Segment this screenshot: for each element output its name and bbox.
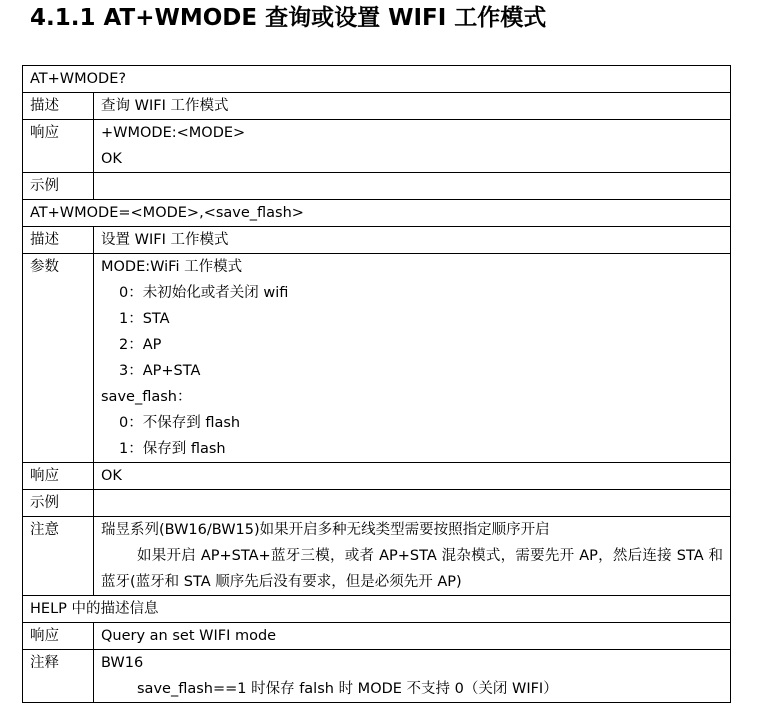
query-description: 查询 WIFI 工作模式 bbox=[94, 93, 731, 120]
section-heading: 4.1.1 AT+WMODE 查询或设置 WIFI 工作模式 bbox=[30, 5, 547, 31]
table-row bbox=[23, 490, 731, 517]
row-label: 示例 bbox=[23, 490, 94, 517]
comment-line: BW16 bbox=[101, 655, 144, 671]
table-row bbox=[23, 254, 731, 463]
response-line: +WMODE:<MODE> bbox=[101, 125, 246, 141]
response-line: OK bbox=[101, 151, 122, 167]
table-row bbox=[23, 120, 731, 173]
set-description: 设置 WIFI 工作模式 bbox=[94, 227, 731, 254]
table-row bbox=[23, 93, 731, 120]
row-label: 描述 bbox=[23, 93, 94, 120]
row-label: 参数 bbox=[23, 254, 94, 463]
set-example bbox=[94, 490, 731, 517]
table-row bbox=[23, 173, 731, 200]
query-command: AT+WMODE? bbox=[23, 66, 731, 93]
table-row bbox=[23, 66, 731, 93]
set-note bbox=[94, 517, 731, 596]
mode-option: 0：未初始化或者关闭 wifi bbox=[119, 285, 289, 301]
table-row bbox=[23, 650, 731, 703]
set-parameters bbox=[94, 254, 731, 463]
row-label: 响应 bbox=[23, 463, 94, 490]
table-row bbox=[23, 623, 731, 650]
row-label: 注意 bbox=[23, 517, 94, 596]
query-response bbox=[94, 120, 731, 173]
flash-option: 1：保存到 flash bbox=[119, 441, 226, 457]
mode-title: MODE:WiFi 工作模式 bbox=[101, 259, 243, 275]
note-paragraph: 如果开启 AP+STA+蓝牙三模，或者 AP+STA 混杂模式，需要先开 AP，然后连接 STA 和蓝牙(蓝牙和 STA 顺序先后没有要求，但是必须先开 AP) bbox=[101, 548, 723, 590]
set-response: OK bbox=[94, 463, 731, 490]
at-command-table bbox=[22, 65, 731, 703]
note-line: 瑞昱系列(BW16/BW15)如果开启多种无线类型需要按照指定顺序开启 bbox=[101, 522, 550, 538]
row-label: 描述 bbox=[23, 227, 94, 254]
mode-option: 2：AP bbox=[119, 337, 162, 353]
query-example bbox=[94, 173, 731, 200]
flash-option: 0：不保存到 flash bbox=[119, 415, 241, 431]
row-label: 响应 bbox=[23, 120, 94, 173]
flash-title: save_flash： bbox=[101, 389, 192, 405]
row-label: 注释 bbox=[23, 650, 94, 703]
table-row bbox=[23, 517, 731, 596]
set-command: AT+WMODE=<MODE>,<save_flash> bbox=[23, 200, 731, 227]
table-row bbox=[23, 463, 731, 490]
comment-line: save_flash==1 时保存 falsh 时 MODE 不支持 0（关闭 WIFI） bbox=[137, 681, 558, 697]
help-comment bbox=[94, 650, 731, 703]
help-response: Query an set WIFI mode bbox=[94, 623, 731, 650]
table-row bbox=[23, 200, 731, 227]
table-row bbox=[23, 596, 731, 623]
mode-option: 1：STA bbox=[119, 311, 170, 327]
table-row bbox=[23, 227, 731, 254]
row-label: 响应 bbox=[23, 623, 94, 650]
help-title: HELP 中的描述信息 bbox=[23, 596, 731, 623]
row-label: 示例 bbox=[23, 173, 94, 200]
mode-option: 3：AP+STA bbox=[119, 363, 201, 379]
